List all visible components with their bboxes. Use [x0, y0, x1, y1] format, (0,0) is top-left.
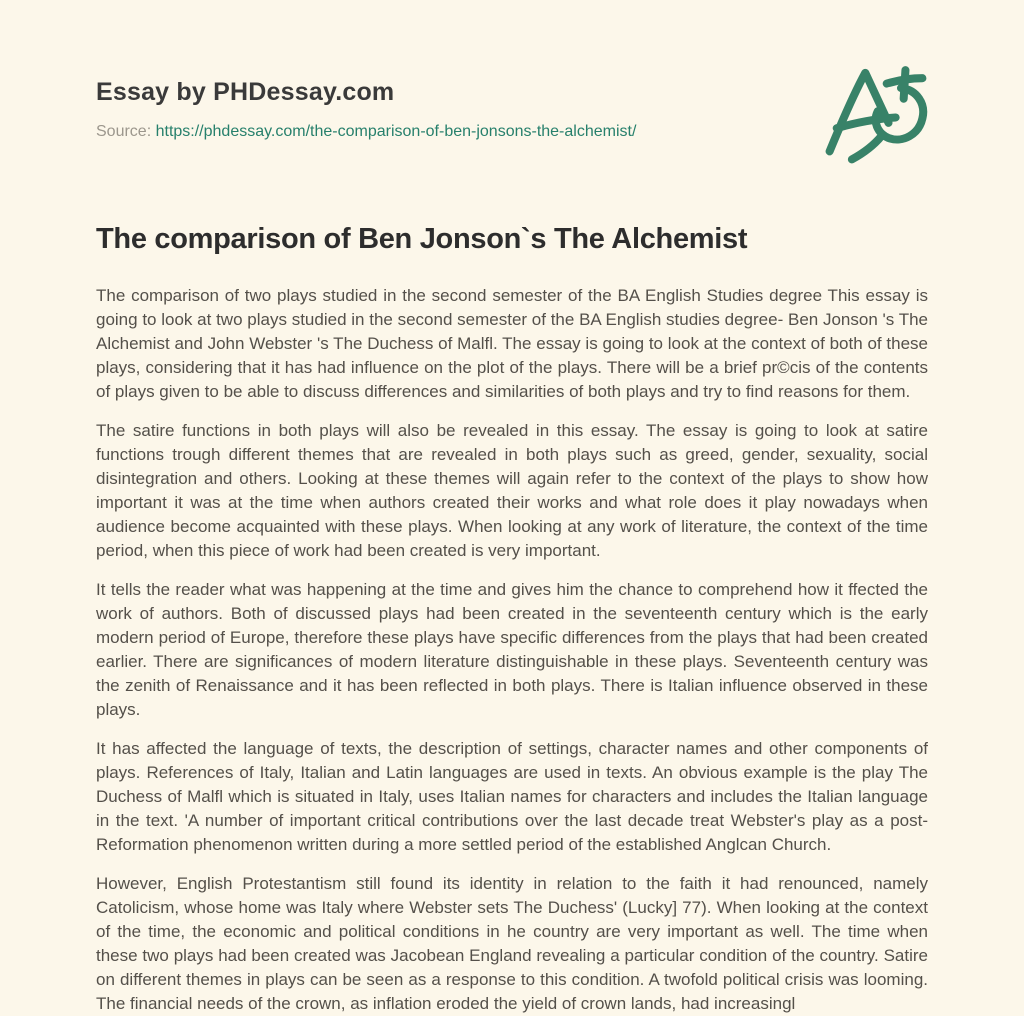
source-line [96, 123, 928, 141]
site-title: Essay by PHDessay.com [96, 78, 395, 106]
a-plus-logo-icon [818, 56, 934, 170]
essay-paragraph: The satire functions in both plays will also be revealed in this essay. The essay is going to look at satire functions trough different themes that are revealed in both plays such as greed, gender, sexuality, social disintegration and others. Looking at these themes will again refer to the context of the plays to show how important it was at the time when authors created their works and what role does it play nowadays when audience become acquainted with these plays. When looking at any work of literature, the context of the time period, when this piece of work had been created is very important. [96, 421, 928, 560]
essay-body [96, 284, 928, 1016]
essay-paragraph: However, English Protestantism still found its identity in relation to the faith it had renounced, namely Catolicism, whose home was Italy where Webster sets The Duchess' (Lucky] 77). When looking at the context of the time, the economic and political conditions in he country are very important as well. The time when these two plays had been created was Jacobean England revealing a particular condition of the country. Satire on different themes in plays can be seen as a response to this condition. A twofold political crisis was looming. The financial needs of the crown, as inflation eroded the yield of crown lands, had increasingl [96, 874, 928, 1013]
page-title: The comparison of Ben Jonson`s The Alchemist [96, 223, 748, 255]
source-label: Source: [96, 123, 152, 140]
essay-paragraph: It has affected the language of texts, the description of settings, character names and other components of plays. References of Italy, Italian and Latin languages are used in texts. An obvious example is the play The Duchess of Malfl which is situated in Italy, uses Italian names for characters and includes the Italian language in the text. 'A number of important critical contributions over the last decade treat Webster's play as a post-Reformation phenomenon written during a more settled period of the established Anglcan Church. [96, 739, 928, 854]
essay-paragraph: The comparison of two plays studied in the second semester of the BA English Studies degree This essay is going to look at two plays studied in the second semester of the BA English studies degree- Ben Jonson 's The Alchemist and John Webster 's The Duchess of Malfl. The essay is going to look at the context of both of these plays, considering that it has had influence on the plot of the plays. There will be a brief pr©cis of the contents of plays given to be able to discuss differences and similarities of both plays and try to find reasons for them. [96, 286, 928, 401]
essay-paragraph: It tells the reader what was happening at the time and gives him the chance to comprehend how it ffected the work of authors. Both of discussed plays had been created in the seventeenth century which is the early modern period of Europe, therefore these plays have specific differences from the plays that had been created earlier. There are significances of modern literature distinguishable in these plays. Seventeenth century was the zenith of Renaissance and it has been reflected in both plays. There is Italian influence observed in these plays. [96, 580, 928, 719]
source-link[interactable]: https://phdessay.com/the-comparison-of-ben-jonsons-the-alchemist/ [155, 123, 637, 140]
